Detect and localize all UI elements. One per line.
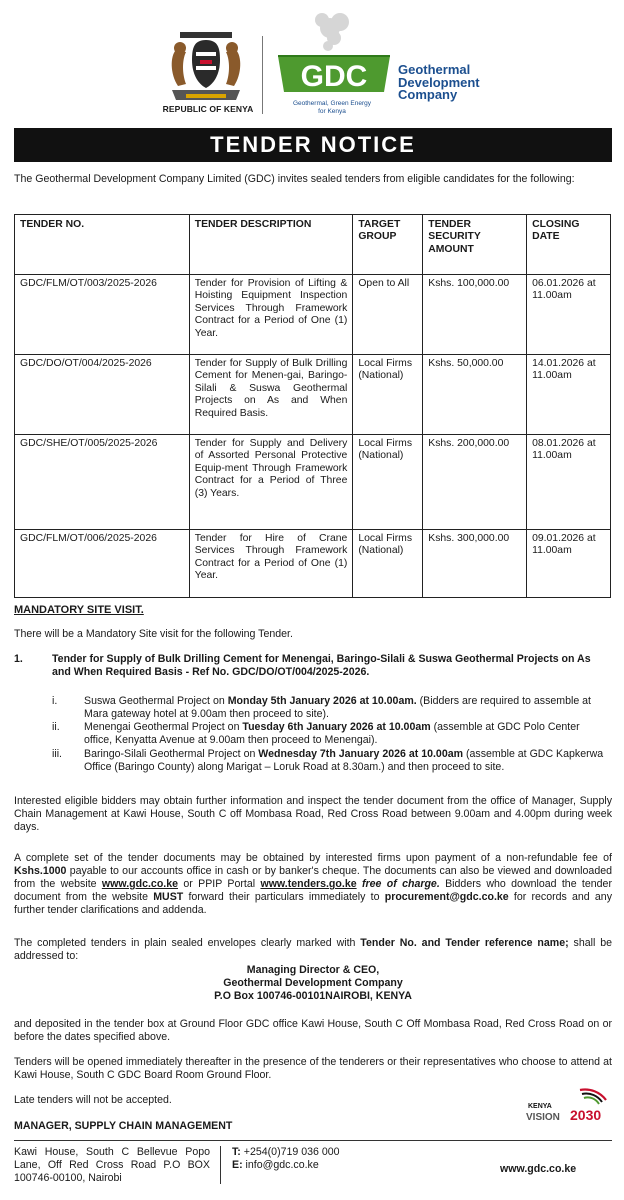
tagline-line-2: for Kenya — [318, 107, 346, 115]
sealed-text: shall be addressed to: — [14, 937, 612, 962]
visit-num: ii. — [52, 721, 60, 733]
kenya-vision-2030-logo — [520, 1086, 612, 1126]
docs-text: for records and any further tender clarifications and addenda. — [14, 891, 612, 916]
company-name-line-3: Company — [398, 87, 458, 102]
table-row — [15, 530, 611, 598]
vision-top-text: KENYA — [528, 1103, 552, 1110]
col-header-description: TENDER DESCRIPTION — [189, 215, 353, 275]
cell-tender-no: GDC/DO/OT/004/2025-2026 — [15, 355, 190, 435]
header-divider — [262, 36, 263, 114]
cell-amount: Kshs. 50,000.00 — [423, 355, 527, 435]
cell-target-group: Local Firms (National) — [353, 355, 423, 435]
free-of-charge: free of charge. — [356, 878, 440, 890]
ppip-portal-link[interactable]: www.tenders.go.ke — [260, 878, 357, 890]
table-row — [15, 435, 611, 530]
footer-separator — [220, 1146, 221, 1184]
footer-email-link[interactable]: info@gdc.co.ke — [245, 1159, 319, 1171]
table-header-row — [15, 215, 611, 275]
address-line: P.O Box 100746-00101NAIROBI, KENYA — [214, 990, 412, 1002]
tender-table — [14, 214, 611, 598]
cell-amount: Kshs. 200,000.00 — [423, 435, 527, 530]
col-header-security-amount: TENDER SECURITY AMOUNT — [423, 215, 527, 275]
kenya-coat-of-arms-icon — [166, 26, 246, 104]
company-name — [398, 64, 480, 102]
footer-divider — [14, 1140, 612, 1141]
fee-amount: Kshs.1000 — [14, 865, 67, 877]
steam-cloud-icon — [315, 13, 349, 51]
gdc-website-link[interactable]: www.gdc.co.ke — [101, 878, 179, 890]
vision-year: 2030 — [570, 1107, 602, 1123]
docs-text: or PPIP Portal — [178, 878, 261, 890]
footer-contacts — [232, 1146, 340, 1172]
visit-num: i. — [52, 695, 58, 707]
footer-title: MANAGER, SUPPLY CHAIN MANAGEMENT — [14, 1120, 233, 1132]
visit-item — [84, 695, 604, 721]
visit-date: Tuesday 6th January 2026 at 10.00am — [242, 721, 431, 733]
address-line: Geothermal Development Company — [223, 977, 403, 989]
col-header-target-group: TARGET GROUP — [353, 215, 423, 275]
phone-number: +254(0)719 036 000 — [243, 1146, 340, 1158]
cell-description: Tender for Supply and Delivery of Assorted Personal Protective Equip-ment Through Framework Contract for a Period of Three (3) Years. — [189, 435, 353, 530]
docs-text: A complete set of the tender documents may be obtained by interested firms upon payment of a non-refundable fee of — [14, 852, 612, 864]
cell-amount: Kshs. 100,000.00 — [423, 275, 527, 355]
site-visit-item-title: Tender for Supply of Bulk Drilling Cement for Menengai, Baringo-Silali & Suswa Geothermal Projects on As and When Required Basis - Ref No. GDC/DO/OT/004/2025-2026. — [52, 653, 591, 678]
cell-target-group: Open to All — [353, 275, 423, 355]
sealed-text: The completed tenders in plain sealed envelopes clearly marked with — [14, 937, 361, 949]
republic-of-kenya-label: REPUBLIC OF KENYA — [162, 104, 254, 114]
sealed-emphasis: Tender No. and Tender reference name; — [360, 937, 569, 949]
phone-label: T: — [232, 1146, 241, 1158]
cell-tender-no: GDC/FLM/OT/006/2025-2026 — [15, 530, 190, 598]
site-visit-item-number: 1. — [14, 653, 23, 665]
cell-target-group: Local Firms (National) — [353, 435, 423, 530]
visit-date: Monday 5th January 2026 at 10.00am. — [227, 695, 417, 707]
cell-closing-date: 08.01.2026 at 11.00am — [527, 435, 611, 530]
opening-paragraph: Tenders will be opened immediately thereafter in the presence of the tenderers or their representatives who choose to attend at Kawi House, South C GDC Board Room Ground Floor. — [14, 1056, 612, 1081]
visit-text: (assemble at GDC Polo Center office, Kenyatta Avenue at 9.00am then proceed to Menengai). — [84, 721, 580, 746]
docs-text: payable to our accounts office in cash or by banker's cheque. The documents can also be viewed and downloaded from the website — [14, 865, 612, 890]
visit-text: Baringo-Silali Geothermal Project on — [84, 748, 259, 760]
footer-email — [232, 1159, 340, 1172]
gdc-tagline — [282, 100, 382, 115]
deposit-paragraph: and deposited in the tender box at Ground Floor GDC office Kawi House, South C Off Mombasa Road, Red Cross Road on or before the dates specified above. — [14, 1018, 612, 1043]
col-header-closing-date: CLOSING DATE — [527, 215, 611, 275]
late-tenders-note: Late tenders will not be accepted. — [14, 1094, 172, 1106]
cell-tender-no: GDC/SHE/OT/005/2025-2026 — [15, 435, 190, 530]
gdc-logo — [272, 8, 396, 104]
visit-item — [84, 748, 604, 774]
visit-num: iii. — [52, 748, 63, 760]
cell-closing-date: 09.01.2026 at 11.00am — [527, 530, 611, 598]
must-emphasis: MUST — [153, 891, 184, 903]
sealed-paragraph — [14, 937, 612, 963]
header — [0, 0, 624, 128]
site-visit-title: MANDATORY SITE VISIT. — [14, 604, 144, 616]
intro-text: The Geothermal Development Company Limited (GDC) invites sealed tenders from eligible candidates for the following: — [14, 173, 575, 185]
cell-description: Tender for Supply of Bulk Drilling Cement for Menen-gai, Baringo-Silali & Suswa Geothermal Projects on As and When Required Basis. — [189, 355, 353, 435]
visit-date: Wednesday 7th January 2026 at 10.00am — [258, 748, 464, 760]
visit-item — [84, 721, 604, 747]
footer-address: Kawi House, South C Bellevue Popo Lane, Off Red Cross Road P.O BOX 100746-00100, Nairobi — [14, 1146, 210, 1184]
cell-tender-no: GDC/FLM/OT/003/2025-2026 — [15, 275, 190, 355]
docs-text: forward their particulars immediately to — [183, 891, 385, 903]
cell-description: Tender for Provision of Lifting & Hoisting Equipment Inspection Services Through Framework Contract for a Period of One (1) Year. — [189, 275, 353, 355]
docs-text: Bidders who download the tender document from the website — [14, 878, 612, 903]
info-paragraph: Interested eligible bidders may obtain further information and inspect the tender document from the office of Manager, Supply Chain Management at Kawi House, South C off Mombasa Road, Red Cross Road between 9.00am and 4.00pm during week days. — [14, 795, 612, 833]
cell-closing-date: 06.01.2026 at 11.00am — [527, 275, 611, 355]
cell-target-group: Local Firms (National) — [353, 530, 423, 598]
table-row — [15, 275, 611, 355]
company-name-line-2: Development — [398, 74, 480, 90]
site-visit-intro: There will be a Mandatory Site visit for the following Tender. — [14, 628, 293, 640]
email-label: E: — [232, 1159, 243, 1171]
documents-paragraph — [14, 852, 612, 917]
address-line: Managing Director & CEO, — [246, 964, 380, 976]
tagline-line-1: Geothermal, Green Energy — [292, 100, 372, 107]
visit-text: (Bidders are required to assemble at Mara gateway hotel at 9.00am then proceed to site). — [84, 695, 591, 720]
procurement-email-link[interactable]: procurement@gdc.co.ke — [384, 891, 509, 903]
col-header-tender-no: TENDER NO. — [15, 215, 190, 275]
mailing-address — [14, 964, 612, 1003]
visit-text: Menengai Geothermal Project on — [84, 721, 243, 733]
page-title: TENDER NOTICE — [14, 128, 612, 162]
table-row — [15, 355, 611, 435]
footer-phone — [232, 1146, 340, 1159]
gdc-logo-text: GDC — [300, 60, 368, 93]
visit-text: (assemble at GDC Kapkerwa Office (Baringo County) along Marigat – Loruk Road at 8.30am.) and then proceed to site. — [84, 748, 604, 773]
cell-closing-date: 14.01.2026 at 11.00am — [527, 355, 611, 435]
cell-amount: Kshs. 300,000.00 — [423, 530, 527, 598]
company-name-line-1: Geothermal — [398, 62, 471, 77]
visit-text: Suswa Geothermal Project on — [84, 695, 228, 707]
cell-description: Tender for Hire of Crane Services Through Framework Contract for a Period of One (1) Year. — [189, 530, 353, 598]
footer-website-link[interactable]: www.gdc.co.ke — [500, 1163, 577, 1175]
vision-word: VISION — [526, 1112, 560, 1123]
